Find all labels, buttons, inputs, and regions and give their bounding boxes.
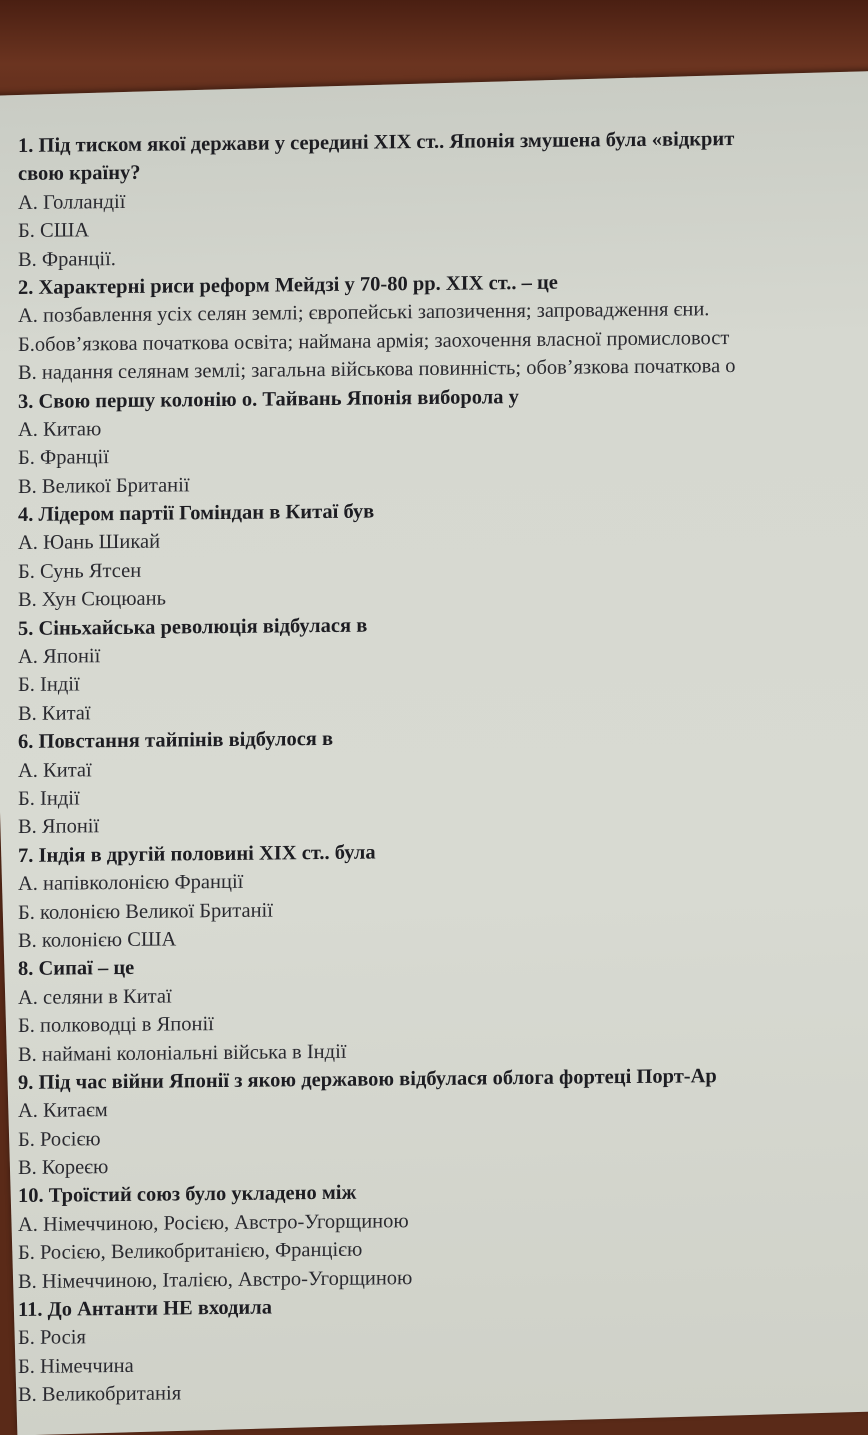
answer-option: А. Голландії [18,190,126,214]
answer-option: В. Великої Британії [18,474,190,498]
answer-option: Б. Сунь Ятсен [18,559,142,583]
answer-option: Б. Німеччина [18,1354,134,1378]
answer-option: В. Японії [18,815,100,839]
question-text: 8. Сипаї – це [18,957,135,981]
question-block [18,123,868,274]
question-text: 11. До Антанти НЕ входила [18,1296,272,1322]
answer-option: Б. Індії [18,673,80,697]
question-block [18,379,868,501]
question-text: 7. Індія в другій половині XIX ст.. була [18,841,376,867]
answer-option: Б. полководці в Японії [18,1013,214,1038]
question-block [18,606,868,728]
answer-option: В. Китаї [18,702,91,725]
question-block [18,265,868,387]
question-text: 3. Свою першу колонію о. Тайвань Японія виборола у [18,385,519,413]
answer-option: Б. Росією, Великобританією, Францією [18,1238,363,1265]
answer-option: В. Кореєю [18,1156,109,1180]
question-block [18,833,868,955]
question-text: свою країну? [18,162,141,186]
answer-option: В. надання селянам землі; загальна військова повинність; обов’язкова початкова о [18,355,736,385]
answer-option: Б. США [18,219,90,243]
answer-option: А. селяни в Китаї [18,985,172,1009]
question-text: 5. Сіньхайська революція відбулася в [18,614,368,640]
question-block [18,1174,868,1296]
question-block [18,1060,868,1182]
question-text: 4. Лідером партії Гоміндан в Китаї був [18,500,375,527]
answer-option: В. Великобританія [18,1382,182,1407]
answer-option: А. Китаєм [18,1099,108,1123]
answer-option: А. Японії [18,645,101,669]
answer-option: В. колонією США [18,928,177,952]
answer-option: В. Франції. [18,247,116,271]
question-text: 2. Характерні риси реформ Мейдзі у 70-80 рр. XIX ст.. – це [18,271,558,299]
question-text: 1. Під тиском якої держави у середині XIX ст.. Японія змушена була «відкрит [18,127,735,157]
question-block [18,492,868,614]
answer-option: Б. Індії [18,787,80,810]
answer-option: Б. колонією Великої Британії [18,899,273,924]
answer-option: Б.обов’язкова початкова освіта; наймана армія; заохочення власної промисловост [18,326,730,356]
answer-option: А. напівколонією Франції [18,870,244,896]
answer-option: А. Німеччиною, Росією, Австро-Угорщиною [18,1210,409,1236]
quiz-content [18,123,868,1409]
answer-option: Б. Росія [18,1326,86,1350]
answer-option: В. наймані колоніальні війська в Індії [18,1040,347,1066]
answer-option: Б. Франції [18,446,109,470]
answer-option: В. Німеччиною, Італією, Австро-Угорщиною [18,1266,413,1293]
answer-option: В. Хун Сюцюань [18,587,166,612]
answer-option: Б. Росією [18,1127,101,1151]
question-text: 10. Троїстий союз було укладено між [18,1182,357,1208]
question-block [18,1287,868,1409]
answer-option: А. Китаю [18,418,102,441]
question-text: 9. Під час війни Японії з якою державою відбулася облога фортеці Порт-Ар [18,1065,717,1094]
answer-option: А. Юань Шикай [18,531,161,555]
answer-option: А. позбавлення усіх селян землі; європейські запозичення; запровадження єни. [18,298,710,328]
question-block [18,720,868,842]
question-text: 6. Повстання тайпінів відбулося в [18,728,334,754]
question-block [18,947,868,1069]
answer-option: А. Китаї [18,758,92,782]
